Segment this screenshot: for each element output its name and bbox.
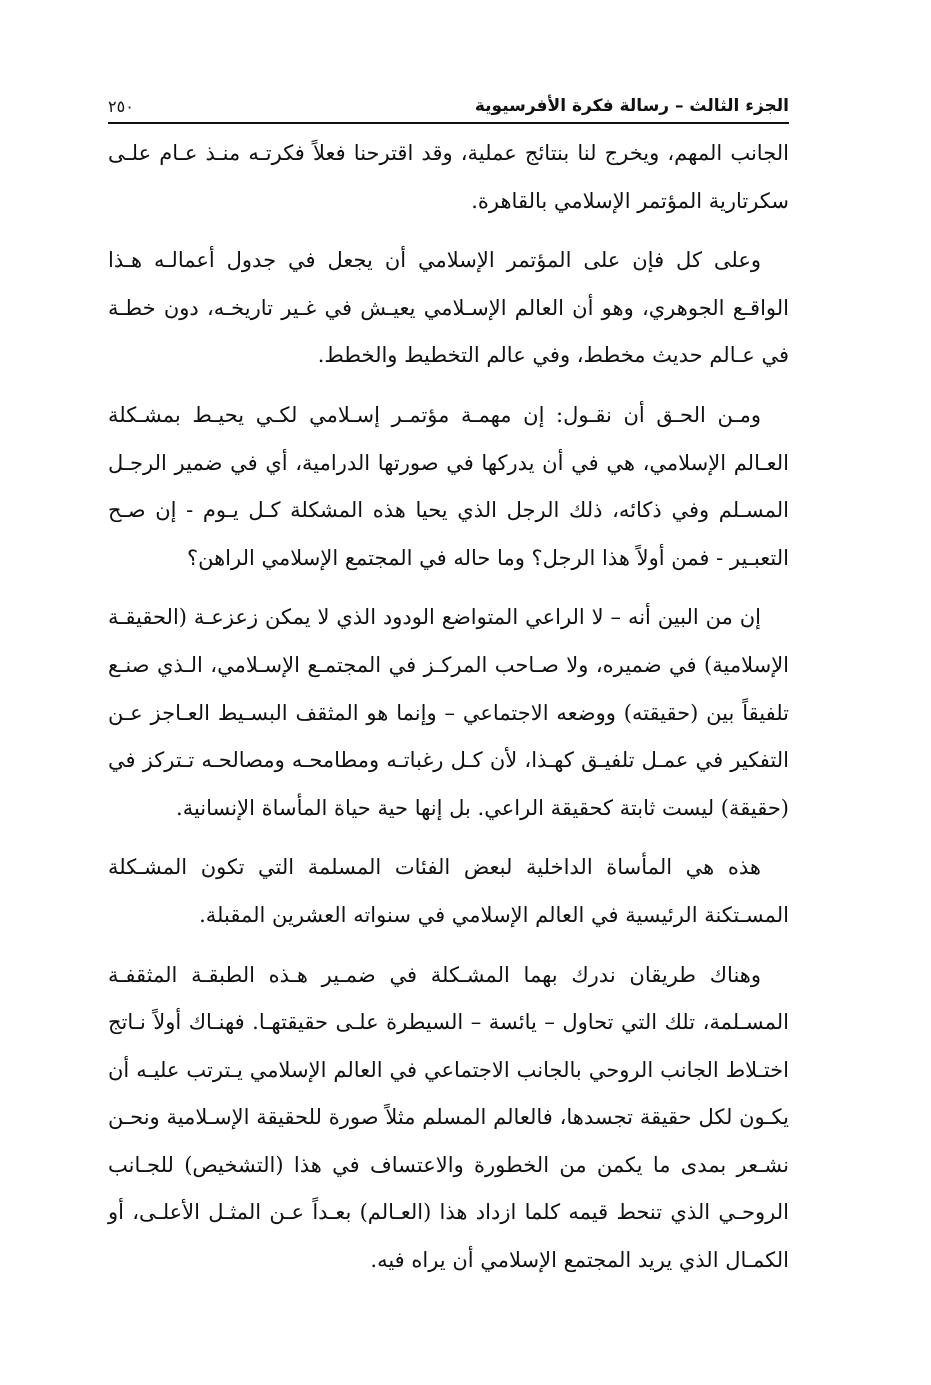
page-header [108,86,789,124]
paragraph: وعلى كل فإن على المؤتمر الإسلامي أن يجعل في جدول أعمالـه هـذا الواقـع الجوهري، وهو أن العالم الإسـلامي يعيـش في غـير تاريخـه، دون خطـة في عـالم حديث مخطط، وفي عالم التخطيط والخطط. [108,248,789,368]
paragraph: إن من البين أنه – لا الراعي المتواضع الودود الذي لا يمكن زعزعـة (الحقيقـة الإسلامية) في ضميره، ولا صـاحب المركـز في المجتمـع الإسـلامي، الـذي صنـع تلفيقاً بين (حقيقته) ووضعه الاجتماعي – وإنما هو المثقف البسـيط العـاجز عـن التفكير في عمـل تلفيـق كهـذا، لأن كـل رغباتـه ومطامحـه ومصالحـه تـتركز في (حقيقة) ليست ثابتة كحقيقة الراعي. بل إنها حية حياة المأساة الإنسانية. [108,605,790,820]
body-text [108,130,789,1285]
document-page [108,86,789,1346]
paragraph: ومـن الحـق أن نقـول: إن مهمـة مؤتمـر إسـلامي لكـي يحيـط بمشـكلة العـالم الإسلامي، هي في أن يدركها في صورتها الدرامية، أي في ضمير الرجـل المسـلم وفي ذكائه، ذلك الرجل الذي يحيا هذه المشكلة كـل يـوم - إن صـح التعبـير - فمن أولاً هذا الرجل؟ وما حاله في المجتمع الإسلامي الراهن؟ [108,402,789,570]
paragraph: هذه هي المأساة الداخلية لبعض الفئات المسلمة التي تكون المشـكلة المسـتكنة الرئيسية في العالم الإسلامي في سنواته العشرين المقبلة. [108,855,789,927]
running-title: الجزء الثالث – رسالة فكرة الأفرسيوية [474,96,789,116]
page-number: ٢٥٠ [108,97,134,116]
paragraph: وهناك طريقان ندرك بهما المشـكلة في ضمـير هـذه الطبقـة المثقفـة المسـلمة، تلك التي تحاول – يائسة – السيطرة علـى حقيقتهـا. فهنـاك أولاً نـاتج اختـلاط الجانب الروحي بالجانب الاجتماعي في العالم الإسلامي يـترتب عليـه أن يكـون لكل حقيقة تجسدها، فالعالم المسلم مثلاً صورة للحقيقة الإسـلامية ونحـن نشـعر بمدى ما يكمن من الخطورة والاعتساف في هذا (التشخيص) للجـانب الروحـي الذي تنحط قيمه كلما ازداد هذا (العـالم) بعـداً عـن المثـل الأعلـى، أو الكمـال الذي يريد المجتمع الإسلامي أن يراه فيه. [108,962,789,1273]
paragraph: الجانب المهم، ويخرج لنا بنتائج عملية، وقد اقترحنا فعلاً فكرتـه منـذ عـام علـى سكرتارية المؤتمر الإسلامي بالقاهرة. [108,141,789,213]
